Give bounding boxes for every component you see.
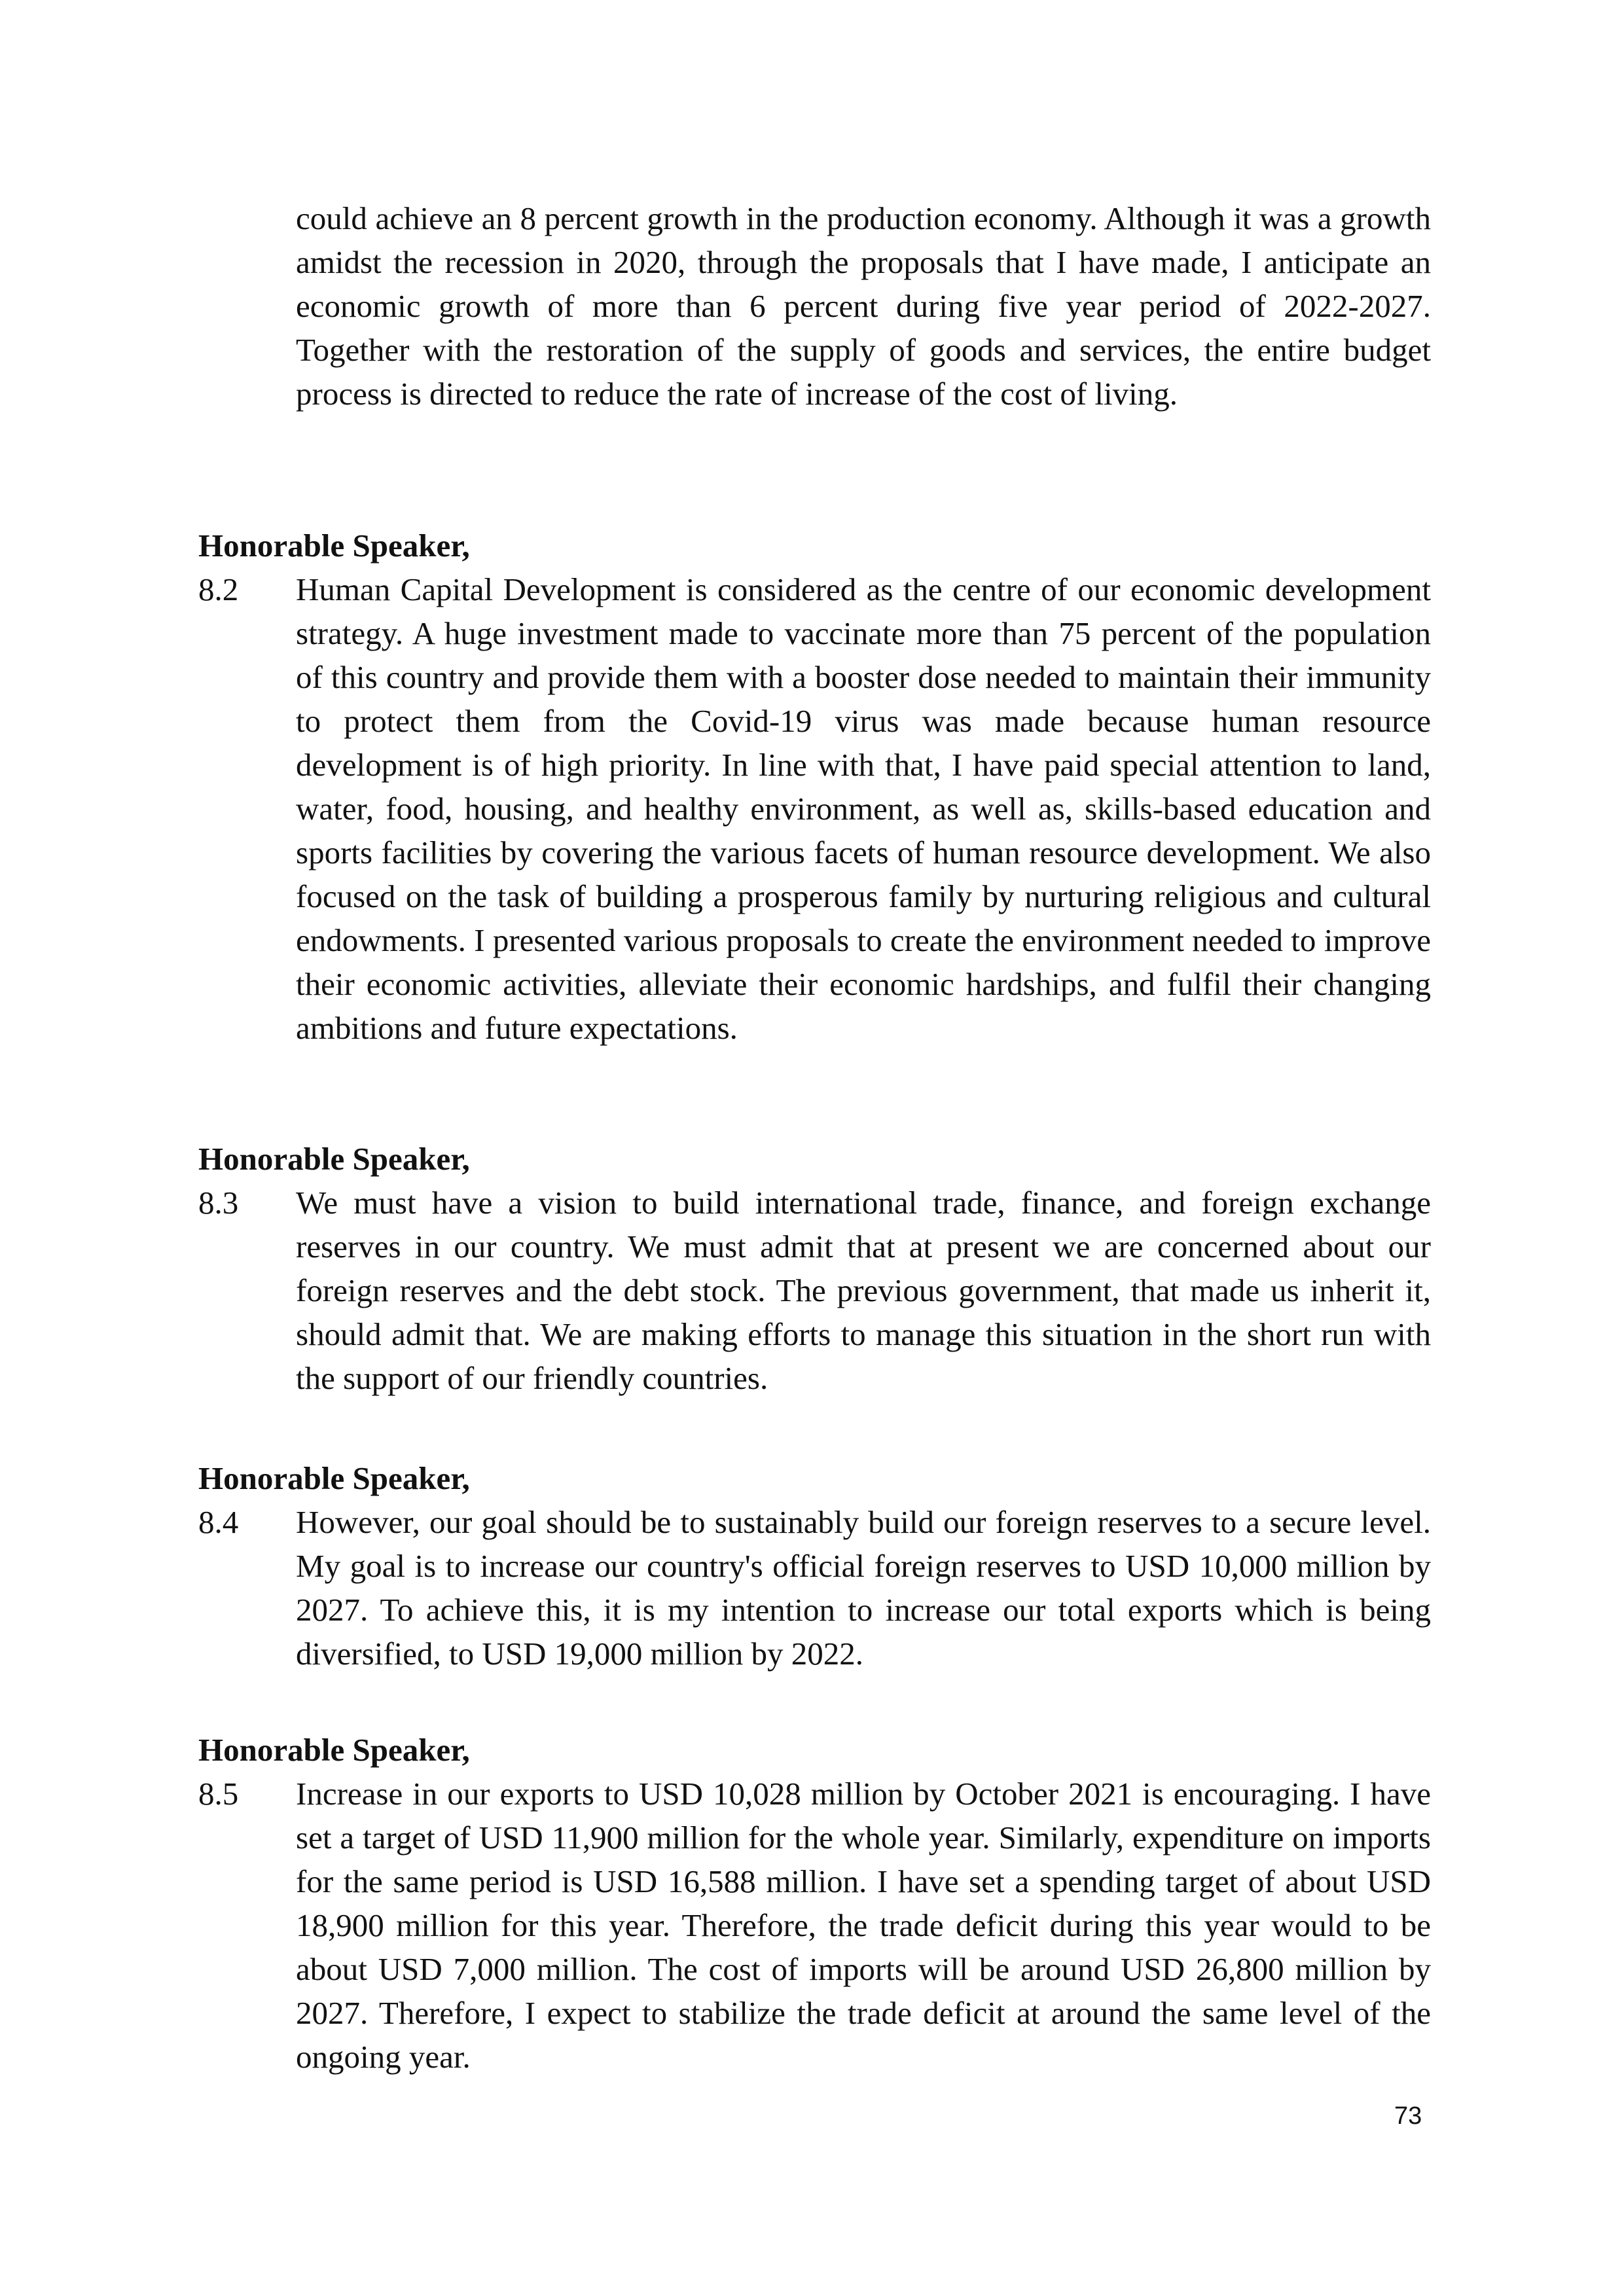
section-number-8-5: 8.5 <box>198 1776 239 1812</box>
section-text-8-4: However, our goal should be to sustainably build our foreign reserves to a secure level. My goal is to increase our country's official foreign reserves to USD 10,000 million by 2027. To achieve this, it is my intention to increase our total exports which is being diversified, to USD 19,000 million by 2022. <box>296 1504 1431 1672</box>
section-text-8-2: Human Capital Development is considered as the centre of our economic development strategy. A huge investment made to vaccinate more than 75 percent of the population of this country and provide them with a booster dose needed to maintain their immunity to protect them from the Covid-19 virus was made because human resource development is of high priority. In line with that, I have paid special attention to land, water, food, housing, and healthy environment, as well as, skills-based education and sports facilities by covering the various facets of human resource development. We also focused on the task of building a prosperous family by nurturing religious and cultural endowments. I presented various proposals to create the environment needed to improve their economic activities, alleviate their economic hardships, and fulfil their changing ambitions and future expectations. <box>296 571 1431 1046</box>
section-heading-8-4: Honorable Speaker, <box>198 1460 470 1496</box>
section-heading-8-5: Honorable Speaker, <box>198 1732 470 1768</box>
page-number: 73 <box>1394 2102 1422 2130</box>
section-text-8-3: We must have a vision to build international trade, finance, and foreign exchange reserves in our country. We must admit that at present we are concerned about our foreign reserves and the debt stock. The previous government, that made us inherit it, should admit that. We are making efforts to manage this situation in the short run with the support of our friendly countries. <box>296 1185 1431 1396</box>
section-number-8-3: 8.3 <box>198 1185 239 1221</box>
section-text-8-5: Increase in our exports to USD 10,028 million by October 2021 is encouraging. I have set a target of USD 11,900 million for the whole year. Similarly, expenditure on imports for the same period is USD 16,588 million. I have set a spending target of about USD 18,900 million for this year. Therefore, the trade deficit during this year would to be about USD 7,000 million. The cost of imports will be around USD 26,800 million by 2027. Therefore, I expect to stabilize the trade deficit at around the same level of the ongoing year. <box>296 1776 1431 2075</box>
section-heading-8-3: Honorable Speaker, <box>198 1141 470 1177</box>
section-heading-8-2: Honorable Speaker, <box>198 528 470 564</box>
intro-paragraph: could achieve an 8 percent growth in the production economy. Although it was a growth amidst the recession in 2020, through the proposals that I have made, I anticipate an economic growth of more than 6 percent during five year period of 2022-2027. Together with the restoration of the supply of goods and services, the entire budget process is directed to reduce the rate of increase of the cost of living. <box>296 200 1431 412</box>
section-number-8-2: 8.2 <box>198 571 239 607</box>
section-number-8-4: 8.4 <box>198 1504 239 1540</box>
